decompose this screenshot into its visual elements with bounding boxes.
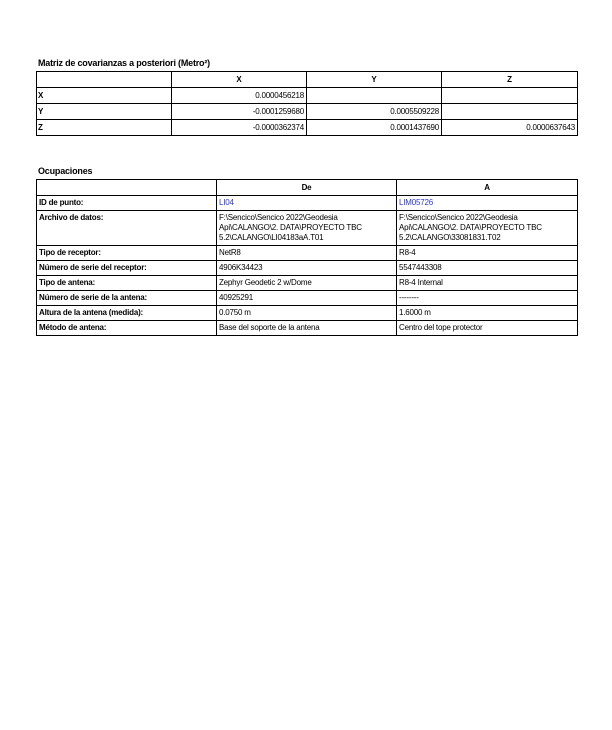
antenna-serial-to: -------- (397, 291, 578, 306)
antenna-method-from: Base del soporte de la antena (217, 321, 397, 336)
receiver-serial-to: 5547443308 (397, 261, 578, 276)
point-id-from-link[interactable]: LI04 (217, 196, 397, 211)
covariance-cell-zy: 0.0001437690 (307, 120, 442, 136)
data-file-from: F:\Sencico\Sencico 2022\Geodesia Api\CALANGO\2. DATA\PROYECTO TBC 5.2\CALANGO\LI04183aA.T01 (217, 211, 397, 246)
occupations-header-to: A (397, 180, 578, 196)
covariance-row-y (37, 104, 578, 120)
covariance-table (36, 71, 578, 136)
occupations-row-data-file (37, 211, 578, 246)
antenna-height-from: 0.0750 m (217, 306, 397, 321)
occupations-row-receiver-type (37, 246, 578, 261)
occupations-header-row (37, 180, 578, 196)
occupations-row-label: Tipo de receptor: (37, 246, 217, 261)
covariance-cell-yy: 0.0005509228 (307, 104, 442, 120)
occupations-row-label: Archivo de datos: (37, 211, 217, 246)
covariance-row-label: X (37, 88, 172, 104)
occupations-row-label: Altura de la antena (medida): (37, 306, 217, 321)
occupations-row-label: Número de serie del receptor: (37, 261, 217, 276)
occupations-header-from: De (217, 180, 397, 196)
antenna-height-to: 1.6000 m (397, 306, 578, 321)
occupations-row-point-id (37, 196, 578, 211)
covariance-cell-yx: -0.0001259680 (172, 104, 307, 120)
receiver-type-from: NetR8 (217, 246, 397, 261)
occupations-title: Ocupaciones (38, 166, 93, 176)
covariance-cell-zx: -0.0000362374 (172, 120, 307, 136)
antenna-type-from: Zephyr Geodetic 2 w/Dome (217, 276, 397, 291)
covariance-cell-xz (442, 88, 578, 104)
occupations-row-label: Método de antena: (37, 321, 217, 336)
covariance-header-x: X (172, 72, 307, 88)
covariance-row-label: Z (37, 120, 172, 136)
covariance-cell-zz: 0.0000637643 (442, 120, 578, 136)
antenna-serial-from: 40925291 (217, 291, 397, 306)
occupations-row-label: ID de punto: (37, 196, 217, 211)
covariance-cell-xy (307, 88, 442, 104)
covariance-title: Matriz de covarianzas a posteriori (Metro²) (38, 58, 210, 68)
occupations-header-corner (37, 180, 217, 196)
occupations-row-receiver-serial (37, 261, 578, 276)
antenna-type-to: R8-4 Internal (397, 276, 578, 291)
occupations-row-antenna-height (37, 306, 578, 321)
data-file-to: F:\Sencico\Sencico 2022\Geodesia Api\CALANGO\2. DATA\PROYECTO TBC 5.2\CALANGO\33081831.T02 (397, 211, 578, 246)
covariance-row-x (37, 88, 578, 104)
occupations-row-label: Tipo de antena: (37, 276, 217, 291)
receiver-type-to: R8-4 (397, 246, 578, 261)
covariance-header-z: Z (442, 72, 578, 88)
point-id-to-link[interactable]: LIM05726 (397, 196, 578, 211)
occupations-row-label: Número de serie de la antena: (37, 291, 217, 306)
occupations-row-antenna-type (37, 276, 578, 291)
covariance-header-corner (37, 72, 172, 88)
receiver-serial-from: 4906K34423 (217, 261, 397, 276)
covariance-cell-xx: 0.0000456218 (172, 88, 307, 104)
antenna-method-to: Centro del tope protector (397, 321, 578, 336)
covariance-header-row (37, 72, 578, 88)
occupations-row-antenna-serial (37, 291, 578, 306)
covariance-cell-yz (442, 104, 578, 120)
covariance-row-label: Y (37, 104, 172, 120)
covariance-header-y: Y (307, 72, 442, 88)
occupations-row-antenna-method (37, 321, 578, 336)
occupations-table (36, 179, 578, 336)
covariance-row-z (37, 120, 578, 136)
